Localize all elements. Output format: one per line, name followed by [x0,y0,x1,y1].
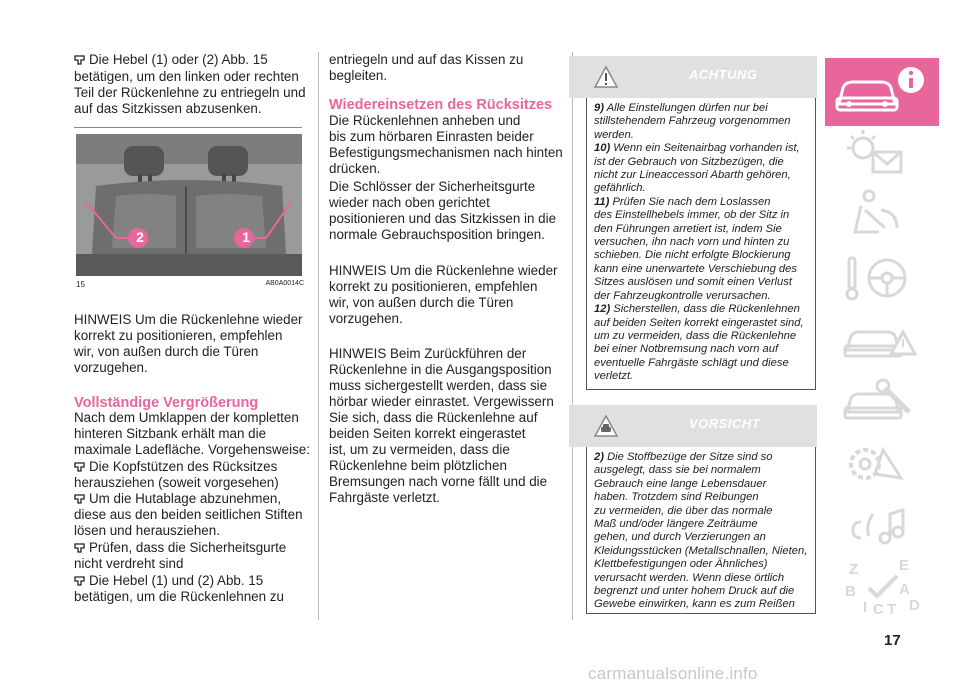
section-heading: Wiedereinsetzen des Rücksitzes [329,97,553,113]
item-line: Klettbefestigungen oder Ähnliches) [594,558,768,571]
maintenance-icon [825,368,939,436]
note-line: HINWEIS Um die Rückenlehne wieder [74,312,303,327]
item-line: schieben. Die nicht erfolgte Blockierung [594,249,791,262]
index-letter: A [899,581,910,598]
nav-car-info[interactable] [825,58,939,126]
airbag-seat-icon [825,182,939,250]
item-line: ist der Gebrauch von Sitzbezügen, die [594,155,784,168]
bullet-icon [74,462,85,472]
item-line: Wenn ein Seitenairbag vorhanden ist, [613,142,800,155]
note-line: muss sichergestellt werden, dass sie [329,378,548,393]
item-number: 10) [594,142,611,155]
intro-line: entriegeln und auf das Kissen zu [329,52,524,67]
item-line: der Fahrzeugkontrolle verursachen. [594,289,771,302]
note-line: korrekt zu positionieren, empfehlen [74,328,283,343]
note-line: HINWEIS Beim Zurückführen der [329,346,527,361]
nav-safety[interactable] [825,182,939,250]
vorsicht-header [569,405,817,447]
item-line: haben. Trotzdem sind Reibungen [594,491,759,504]
step-line: herausziehen (soweit vorgesehen) [74,475,279,490]
car-info-icon [825,58,939,126]
achtung-item [594,142,809,155]
vorsicht-title: VORSICHT [689,416,761,431]
page-number: 17 [884,632,901,649]
intro-line: auf das Sitzkissen abzusenken. [74,101,262,116]
index-letter: B [845,583,856,600]
index-letter: I [863,599,868,616]
intro-bullet [74,52,314,68]
body-line: Nach dem Umklappen der kompletten [74,410,299,425]
figure-number: 15 [76,280,85,289]
item-line: den Führungen arretiert ist, indem Sie [594,222,782,235]
callout-2: 2 [136,229,144,245]
step-text: Prüfen, dass die Sicherheitsgurte [89,540,287,555]
step-text: Die Kopfstützen des Rücksitzes [89,459,278,474]
note-line: Rückenlehne beim plötzlichen [329,458,507,473]
body-line: Die Schlösser der Sicherheitsgurte [329,179,536,194]
index-letter: D [909,597,920,614]
intro-line: Teil der Rückenlehne zu entriegeln und [74,85,306,100]
item-line: des Einstellhebels immer, ob der Sitz in [594,209,790,222]
item-line: Gebrauch eine lange Lebensdauer [594,477,767,490]
nav-emergency[interactable] [825,306,939,374]
body-line: normale Gebrauchsposition bringen. [329,227,545,242]
item-line: verursacht werden. Wenn diese örtlich [594,571,785,584]
body-line: hinteren Sitzbank erhält man die [74,426,267,441]
chapter-nav [825,58,939,626]
note-line: wir, von außen durch die Türen [74,344,259,359]
item-line: Maß und/oder längere Zeiträume [594,518,758,531]
bullet-icon [74,55,85,65]
section-heading: Vollständige Vergrößerung [74,395,259,411]
item-number: 2) [594,451,604,463]
nav-maintenance[interactable] [825,368,939,436]
note-line: korrekt zu positionieren, empfehlen [329,279,538,294]
body-line: drücken. [329,161,381,176]
bullet-icon [74,543,85,553]
body-line: Die Rückenlehnen anheben und [329,113,521,128]
body-line: bis zum hörbaren Einrasten beider [329,129,534,144]
nav-multimedia[interactable] [825,492,939,560]
step-text: Um die Hutablage abzunehmen, [89,491,282,506]
item-line: zu vermeiden, die über das normale [594,504,773,517]
item-line: nicht zur Lineaccessori Abarth gehören, [594,169,791,182]
item-line: Kleidungsstücken (Metallschnallen, Nieten, [594,544,808,557]
achtung-item [594,196,809,209]
multimedia-icon [825,492,939,560]
bullet-icon [74,494,85,504]
item-line: um zu vermeiden, dass die Rückenlehne [594,329,797,342]
index-icon [825,554,939,622]
index-letter: T [887,601,897,618]
note-line: ist, um zu vermeiden, dass die [329,442,510,457]
vorsicht-body [586,447,816,614]
body-line: Befestigungsmechanismen nach hinten [329,145,563,160]
item-line: Sicherstellen, dass die Rückenlehnen [613,303,800,316]
note-line: beiden Seiten korrekt eingerastet [329,426,526,441]
item-line: Die Stoffbezüge der Sitze sind so [607,451,773,463]
item-line: Prüfen Sie nach dem Loslassen [612,195,771,208]
achtung-item [594,102,809,115]
step-bullet [74,491,314,507]
vorsicht-item [594,451,809,464]
achtung-title: ACHTUNG [689,67,758,82]
callout-1: 1 [242,229,250,245]
step-line: nicht verdreht sind [74,556,184,571]
note-line: Bremsungen nach vorne fällt und die [329,474,548,489]
column-divider [318,52,319,620]
achtung-header [569,56,817,98]
index-letter: C [873,601,884,618]
note-line: Fahrgäste verletzt. [329,490,440,505]
item-line: begrenzt und unter hohem Druck auf die [594,585,795,598]
item-line: gehen, und durch Verzierungen an [594,531,766,544]
item-line: bei einer Notbremsung nach vorn auf [594,343,779,356]
step-line: diese aus den beiden seitlichen Stiften [74,507,303,522]
item-line: gefährlich. [594,182,646,195]
figure-rule [74,127,302,128]
item-line: stillstehendem Fahrzeug vorgenommen [594,115,791,128]
achtung-body [586,98,816,390]
item-line: Alle Einstellungen dürfen nur bei [606,102,768,114]
step-line: betätigen, um die Rückenlehnen zu [74,589,284,604]
nav-dashboard[interactable] [825,120,939,188]
item-line: ausgelegt, dass sie bei normalem [594,464,761,477]
body-line: positionieren und das Sitzkissen in die [329,211,557,226]
item-line: auf beiden Seiten korrekt eingerastet sind, [594,316,804,329]
watermark: carmanualsonline.info [588,664,758,683]
item-number: 12) [594,303,611,316]
item-line: versuchen, ihn nach vorn und hinten zu [594,236,790,249]
index-letter: E [899,557,910,574]
note-line: hörbar wieder einrastet. Vergewissern [329,394,554,409]
rear-seat-figure [76,134,302,276]
item-line: Sitzes auslösen und somit einen Verlust [594,276,792,289]
item-line: werden. [594,128,634,141]
item-line: Gewebe einwirken, kann es zum Reißen [594,598,795,611]
warning-triangle-icon [593,65,619,89]
nav-index[interactable] [825,554,939,622]
step-bullet [74,540,314,556]
item-line: kann eine unerwartete Verschiebung des [594,262,797,275]
nav-start-driving[interactable] [825,244,939,312]
warning-car-icon [825,306,939,374]
achtung-item [594,303,809,316]
note-line: vorzugehen. [329,311,403,326]
nav-technical-data[interactable] [825,430,939,498]
step-line: lösen und herausziehen. [74,523,220,538]
intro-line: begleiten. [329,68,388,83]
car-caution-icon [593,414,619,438]
body-line: maximale Ladefläche. Vorgehensweise: [74,442,310,457]
body-line: wieder nach oben gerichtet [329,195,490,210]
note-line: vorzugehen. [74,360,148,375]
steering-key-icon [825,244,939,312]
index-letter: Z [849,561,859,578]
item-line: eventuelle Fahrgäste schlägt und diese [594,356,789,369]
step-bullet [74,573,314,589]
bullet-icon [74,576,85,586]
step-bullet [74,459,314,475]
intro-line: betätigen, um den linken oder rechten [74,69,299,84]
note-line: Sie sich, dass die Rückenlehne auf [329,410,538,425]
intro-bullet-text: Die Hebel (1) oder (2) Abb. 15 [89,52,268,67]
figure-code: AB0A0014C [265,280,304,287]
item-number: 11) [594,195,610,208]
note-line: Rückenlehne in die Ausgangsposition [329,362,552,377]
item-line: verletzt. [594,370,634,383]
column-divider [572,52,573,620]
dashboard-lights-icon [825,120,939,188]
technical-data-icon [825,430,939,498]
item-number: 9) [594,102,604,114]
note-line: HINWEIS Um die Rückenlehne wieder [329,263,558,278]
note-line: wir, von außen durch die Türen [329,295,514,310]
step-text: Die Hebel (1) und (2) Abb. 15 [89,573,264,588]
